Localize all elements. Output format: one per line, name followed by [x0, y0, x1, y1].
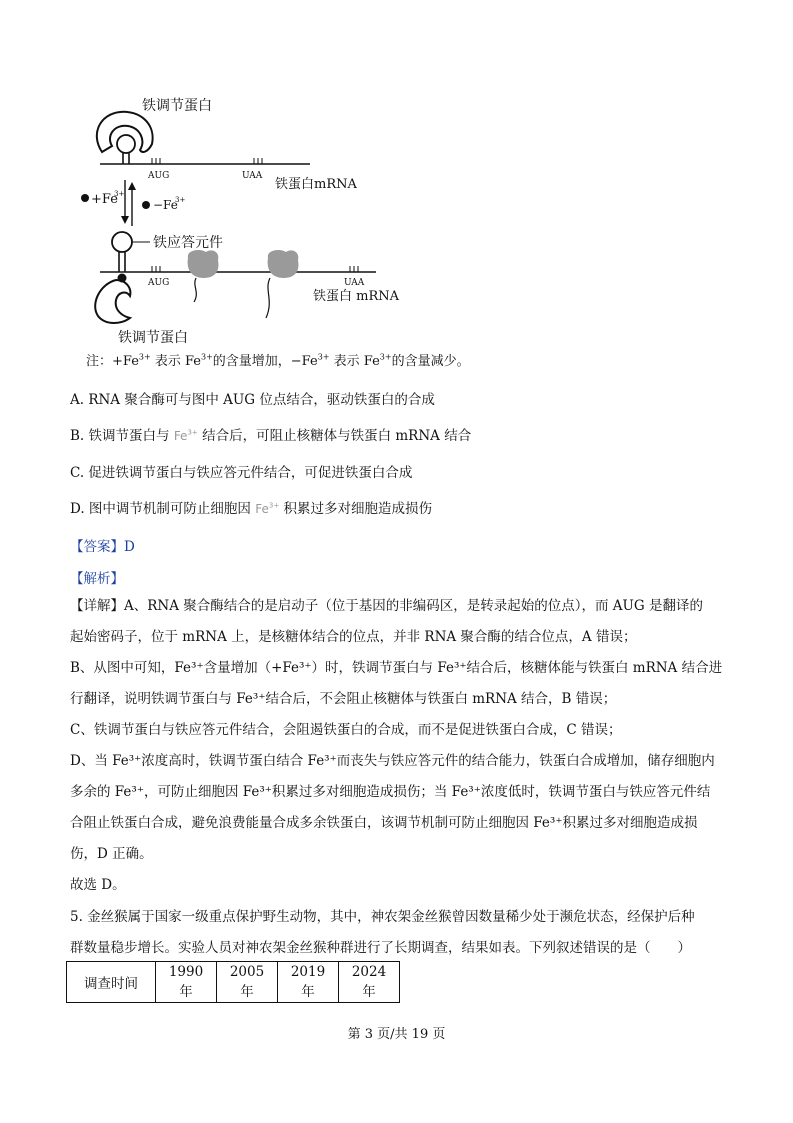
option-b-charge: 3+ [187, 428, 198, 437]
plus-fe-charge: 3+ [114, 190, 125, 198]
page-footer: 第 3 页/共 19 页 [347, 1027, 446, 1042]
option-b-fe: Fe [173, 429, 188, 443]
explanation-line: 起始密码子，位于 mRNA 上，是核糖体结合的位点，并非 RNA 聚合酶的结合位点，A 错误； [70, 629, 637, 645]
note-charge-1: 3+ [138, 352, 151, 362]
ribosome-2 [268, 250, 299, 278]
table-cell: 调查时间 [67, 962, 156, 1003]
top-hairpin-loop [117, 135, 135, 153]
analysis-label: 【解析】 [70, 571, 124, 587]
option-a: A. RNA 聚合酶可与图中 AUG 位点结合，驱动铁蛋白的合成 [70, 392, 435, 408]
top-mrna-label: 铁蛋白mRNA [275, 177, 357, 192]
fe-dot-plus [81, 194, 89, 202]
table-cell: 2024 年 [339, 962, 400, 1003]
table-row [67, 962, 400, 1003]
option-d-fe: Fe [255, 502, 269, 516]
option-c: C. 促进铁调节蛋白与铁应答元件结合，可促进铁蛋白合成 [70, 465, 413, 481]
option-b-pre: B. 铁调节蛋白与 [70, 428, 170, 444]
explanation-line: 【详解】A、RNA 聚合酶结合的是启动子（位于基因的非编码区，是转录起始的位点），而 AUG 是翻译的 [70, 598, 704, 614]
note-mid2: 的含量增加，−Fe [212, 354, 318, 369]
plus-fe-label: +Fe [91, 192, 118, 207]
note-mid3: 表示 Fe [333, 354, 380, 369]
table-cell: 2019 年 [278, 962, 339, 1003]
explanation-line: 伤，D 正确。 [70, 846, 153, 862]
survey-table [66, 961, 400, 1003]
iron-regulation-diagram [70, 92, 410, 347]
bottom-uaa-label: UAA [344, 278, 365, 288]
option-d [70, 497, 432, 517]
bottom-hairpin-loop [112, 232, 132, 252]
bottom-mrna-label: 铁蛋白 mRNA [313, 289, 400, 304]
element-label: 铁应答元件 [153, 235, 223, 251]
note-mid: 表示 Fe [154, 354, 201, 369]
diagram-note [86, 350, 470, 369]
answer-label: 【答案】D [70, 539, 135, 555]
table-cell: 1990 年 [156, 962, 217, 1003]
bound-fe-dot [118, 274, 127, 283]
explanation-line: 行翻译，说明铁调节蛋白与 Fe³⁺结合后，不会阻止核糖体与铁蛋白 mRNA 结合，B 错误； [70, 691, 617, 707]
option-d-charge: 3+ [268, 501, 280, 510]
option-b-post: 结合后，可阻止核糖体与铁蛋白 mRNA 结合 [202, 428, 472, 444]
explanation-line: 多余的 Fe³⁺，可防止细胞因 Fe³⁺积累过多对细胞造成损伤；当 Fe³⁺浓度低时，铁调节蛋白与铁应答元件结 [70, 784, 711, 800]
bottom-protein-shape [95, 280, 130, 323]
explanation-line: 合阻止铁蛋白合成，避免浪费能量合成多余铁蛋白，该调节机制可防止细胞因 Fe³⁺积累过多对细胞造成损 [70, 815, 698, 831]
ribosome-1 [188, 250, 219, 278]
top-protein-label: 铁调节蛋白 [142, 98, 212, 114]
note-prefix: 注：+Fe [86, 354, 139, 369]
note-charge-3: 3+ [317, 352, 330, 362]
diagram-svg [70, 92, 410, 347]
option-d-post: 积累过多对细胞造成损伤 [283, 501, 432, 517]
note-charge-4: 3+ [379, 352, 392, 362]
question-5 [70, 902, 725, 964]
note-charge-2: 3+ [200, 352, 213, 362]
top-aug-label: AUG [148, 171, 170, 181]
explanation-line: B、从图中可知，Fe³⁺含量增加（+Fe³⁺）时，铁调节蛋白与 Fe³⁺结合后，核糖体能与铁蛋白 mRNA 结合进 [70, 660, 723, 676]
question-5-line-1: 5. 金丝猴属于国家一级重点保护野生动物，其中，神农架金丝猴曾因数量稀少处于濒危状态，经保护后种 [70, 909, 695, 925]
explanation-line: D、当 Fe³⁺浓度高时，铁调节蛋白结合 Fe³⁺而丧失与铁应答元件的结合能力，铁蛋白合成增加，储存细胞内 [70, 753, 715, 769]
fe-dot-minus [142, 201, 150, 209]
note-suffix: 的含量减少。 [391, 354, 470, 369]
minus-fe-label: −Fe [153, 198, 178, 212]
bottom-protein-label: 铁调节蛋白 [118, 330, 188, 346]
explanation-conclusion: 故选 D。 [70, 877, 126, 893]
option-b [70, 424, 471, 444]
minus-fe-charge: 3+ [175, 196, 186, 204]
question-5-line-2: 群数量稳步增长。实验人员对神农架金丝猴种群进行了长期调查，结果如表。下列叙述错误的是（ ） [70, 940, 691, 956]
bottom-aug-label: AUG [148, 278, 170, 288]
explanation [70, 591, 725, 901]
table-cell: 2005 年 [217, 962, 278, 1003]
explanation-line: C、铁调节蛋白与铁应答元件结合，会阻遏铁蛋白的合成，而不是促进铁蛋白合成，C 错误； [70, 722, 622, 738]
option-d-pre: D. 图中调节机制可防止细胞因 [70, 501, 251, 517]
top-uaa-label: UAA [242, 171, 263, 181]
